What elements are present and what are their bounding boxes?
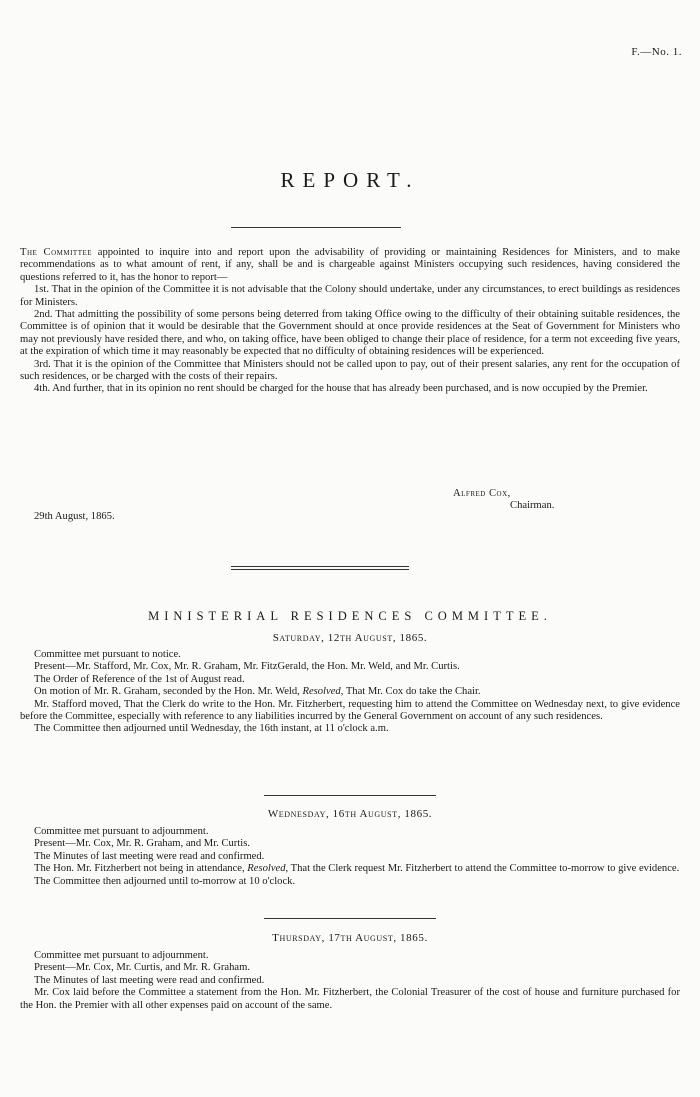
report-intro [20, 247, 680, 284]
day-heading-3: Thursday, 17th August, 1865. [272, 932, 428, 944]
report-title: REPORT. [280, 168, 420, 192]
day-3-entry-1: Committee met pursuant to adjournment. [34, 950, 209, 961]
day-3-entry-3: The Minutes of last meeting were read and confirmed. [34, 974, 265, 986]
day-1-entry-2: Present—Mr. Stafford, Mr. Cox, Mr. R. Graham, Mr. FitzGerald, the Hon. Mr. Weld, and Mr. Curtis. [34, 661, 460, 673]
report-date: 29th August, 1865. [34, 511, 115, 522]
day-1-motion [20, 686, 680, 698]
page-identifier: F.—No. 1. [631, 46, 682, 58]
day-2-entry-2: Present—Mr. Cox, Mr. R. Graham, and Mr. Curtis. [34, 838, 250, 850]
signatory-role: Chairman. [510, 500, 555, 511]
finding-2: 2nd. That admitting the possibility of some persons being deterred from taking Office owing to the difficulty of their obtaining suitable residences, the Committee is of opinion that it would be desirable that the Government should at once provide residences at the Seat of Government for Ministers who may not previously have resided there, and who, on taking office, have been obliged to change their place of residence, for a term not exceeding five years, at the expiration of which time it may reasonably be expected that no difficulty of obtaining residences will be experienced. [20, 309, 680, 358]
section-divider [231, 566, 409, 570]
finding-3: 3rd. That it is the opinion of the Committee that Ministers should not be called upon to pay, out of their present salaries, any rent for the occupation of such residences, or be charged with the costs of their repairs. [20, 358, 680, 383]
motion-text: That Mr. Cox do take the Chair. [343, 686, 481, 698]
day-1-entry-1: Committee met pursuant to notice. [34, 649, 181, 660]
resolved-label: Resolved, [247, 863, 289, 875]
day-1-entry-3: The Order of Reference of the 1st of August read. [34, 673, 245, 685]
day-divider [264, 795, 436, 796]
resolved-label: Resolved, [302, 686, 344, 698]
intro-text: appointed to inquire into and report upon the advisability of providing or maintaining Residences for Ministers, and to make recommendations as to what amount of rent, if any, shall be and is chargeable against Ministers occupying such residences, having considered the questions referred to it, has the honor to report— [20, 247, 680, 283]
day-heading-2: Wednesday, 16th August, 1865. [267, 808, 433, 820]
day-3-entry-4: Mr. Cox laid before the Committee a statement from the Hon. Mr. Fitzherbert, the Colonial Treasurer of the cost of house and furniture purchased for the Hon. the Premier with all other expenses paid on account of the same. [20, 987, 680, 1011]
day-1-minutes [20, 649, 680, 736]
day-1-entry-4: Mr. Stafford moved, That the Clerk do write to the Hon. Mr. Fitzherbert, requesting him to attend the Committee on Wednesday next, to give evidence before the Committee, especially with reference to any liabilities incurred by the General Government on account of any such residences. [20, 698, 680, 723]
day-1-entry-5: The Committee then adjourned until Wednesday, the 16th instant, at 11 o'clock a.m. [34, 723, 389, 735]
minutes-title: MINISTERIAL RESIDENCES COMMITTEE. [148, 609, 552, 623]
finding-1: 1st. That in the opinion of the Committee it is not advisable that the Colony should undertake, under any circumstances, to erect buildings as residences for Ministers. [20, 284, 680, 308]
day-2-minutes [20, 826, 680, 888]
motion-text: That the Clerk request Mr. Fitzherbert to attend the Committee to-morrow to give evidence. [288, 863, 680, 875]
day-2-entry-4: The Committee then adjourned until to-morrow at 10 o'clock. [34, 875, 296, 887]
report-body [20, 247, 680, 396]
title-divider [231, 227, 401, 228]
day-3-entry-2: Present—Mr. Cox, Mr. Curtis, and Mr. R. Graham. [34, 962, 250, 974]
motion-text: On motion of Mr. R. Graham, seconded by the Hon. Mr. Weld, [34, 686, 303, 698]
day-heading-1: Saturday, 12th August, 1865. [272, 632, 428, 644]
finding-4: 4th. And further, that in its opinion no rent should be charged for the house that has already been purchased, and is now occupied by the Premier. [34, 383, 648, 395]
day-3-minutes [20, 950, 680, 1012]
day-divider [264, 918, 436, 919]
intro-lead: The Committee [20, 247, 93, 258]
motion-text: The Hon. Mr. Fitzherbert not being in attendance, [34, 863, 248, 875]
day-2-entry-3: The Minutes of last meeting were read and confirmed. [34, 850, 265, 862]
day-2-motion [20, 863, 680, 875]
signatory-name: Alfred Cox, [453, 488, 511, 499]
day-2-entry-1: Committee met pursuant to adjournment. [34, 826, 209, 837]
